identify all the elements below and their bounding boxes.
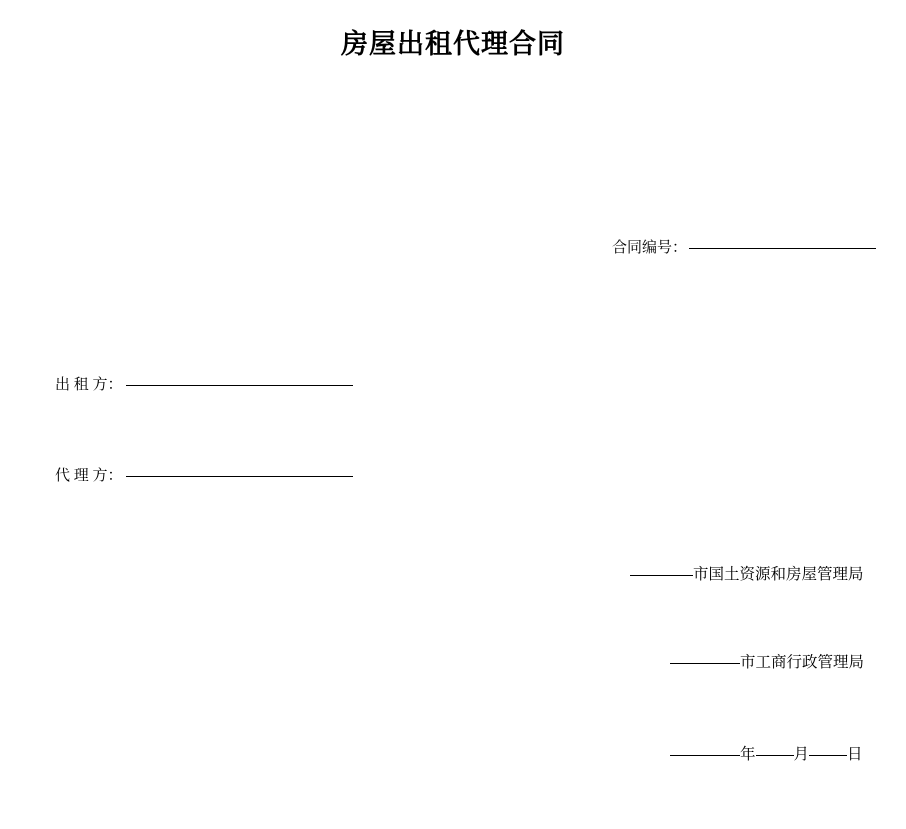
commerce-authority-label: 市工商行政管理局 [740, 654, 865, 671]
date-year-input[interactable] [670, 755, 740, 756]
date-day-label: 日 [847, 746, 863, 763]
agent-label: 代 理 方： [55, 468, 123, 484]
land-authority-label: 市国土资源和房屋管理局 [693, 566, 864, 583]
page-title: 房屋出租代理合同 [341, 29, 565, 59]
land-authority-city-input[interactable] [630, 575, 693, 576]
commerce-authority-city-input[interactable] [670, 663, 740, 664]
date-row [670, 742, 863, 764]
agent-field [55, 464, 353, 485]
commerce-authority-row [670, 650, 864, 672]
contract-number-label: 合同编号： [612, 240, 688, 256]
lessor-field [55, 373, 353, 394]
contract-number-input[interactable] [689, 248, 876, 249]
lessor-input[interactable] [126, 385, 353, 386]
contract-number-field [612, 236, 876, 257]
agent-input[interactable] [126, 476, 353, 477]
date-day-input[interactable] [809, 755, 847, 756]
lessor-label: 出 租 方： [55, 377, 123, 393]
date-month-input[interactable] [756, 755, 794, 756]
date-month-label: 月 [793, 746, 810, 763]
land-authority-row [630, 562, 864, 584]
date-year-label: 年 [740, 746, 756, 763]
